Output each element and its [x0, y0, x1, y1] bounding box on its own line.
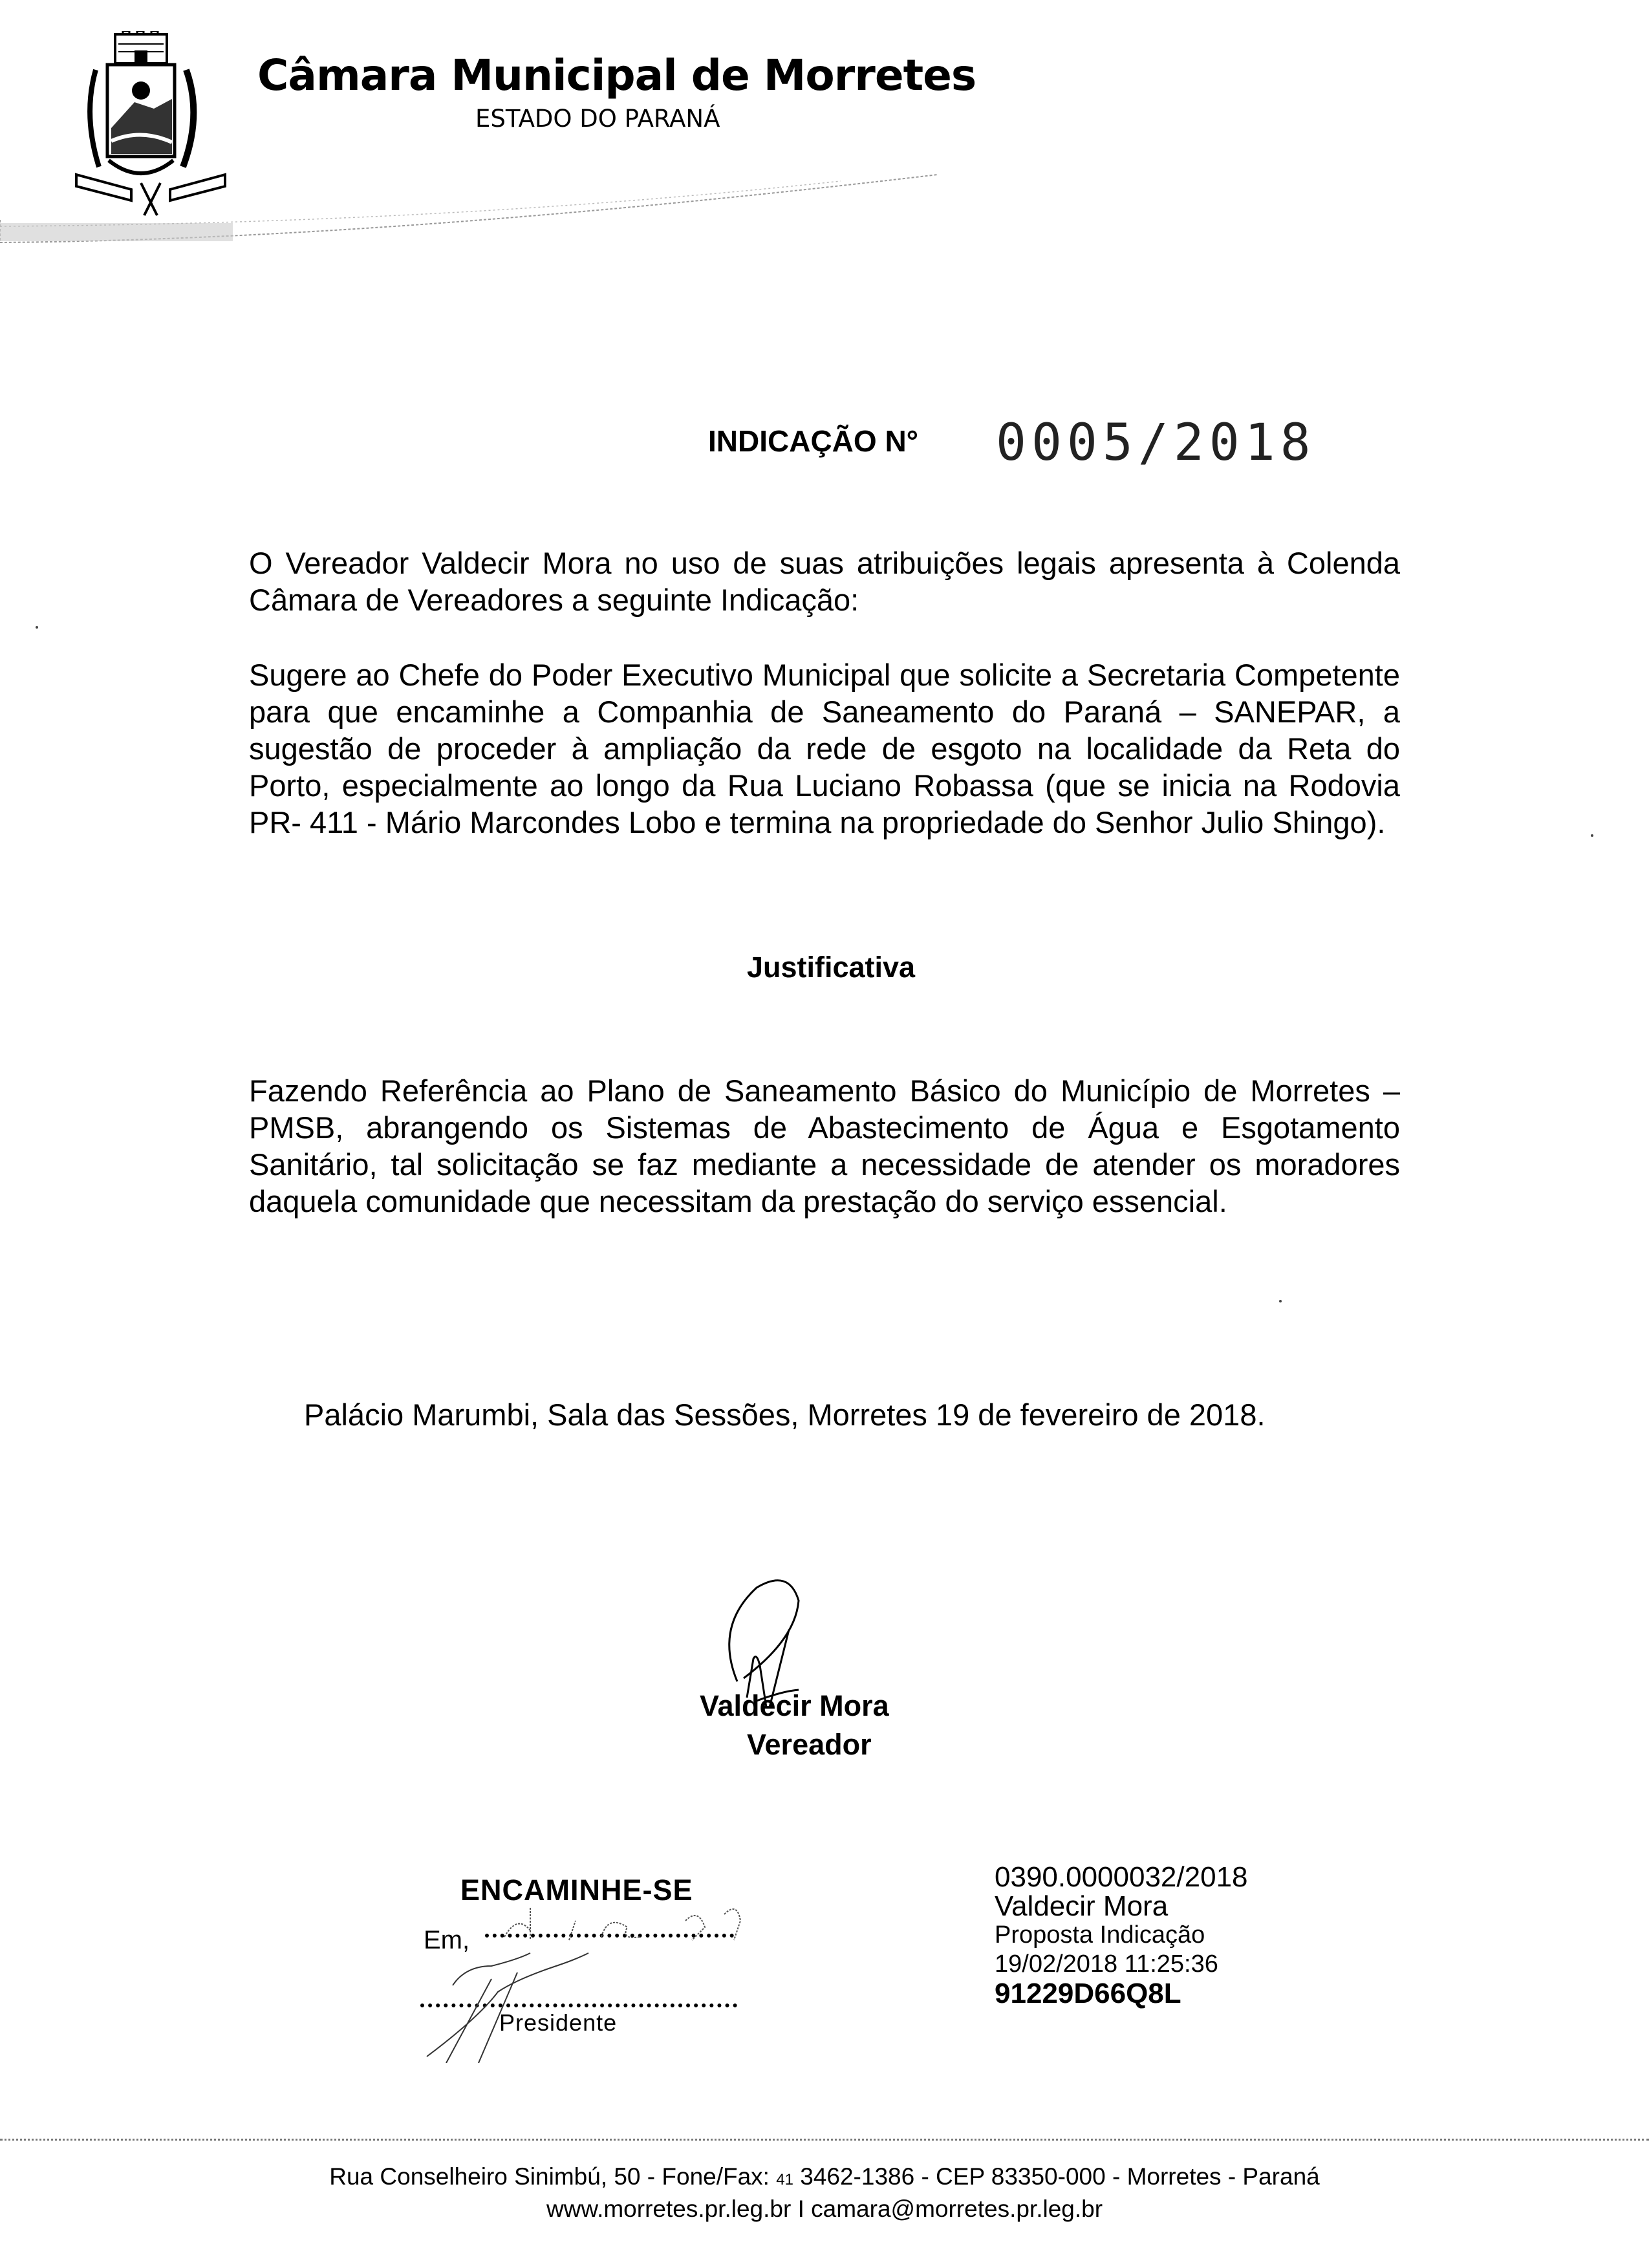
stamp-date-prefix: Em, — [424, 1926, 470, 1954]
protocol-author: Valdecir Mora — [995, 1890, 1169, 1922]
place-date-line: Palácio Marumbi, Sala das Sessões, Morretes 19 de fevereiro de 2018. — [304, 1398, 1266, 1432]
scan-speck — [1591, 834, 1593, 837]
request-paragraph: Sugere ao Chefe do Poder Executivo Municipal que solicite a Secretaria Competente para que encaminhe a Companhia de Saneamento do Paraná – SANEPAR, a sugestão de proceder à ampliação da rede de esgoto na localidade da Reta do Porto, especialmente ao longo da Rua Luciano Robassa (que se inicia na Rodovia PR- 411 - Mário Marcondes Lobo e termina na propriedade do Senhor Julio Shingo). — [249, 658, 1400, 839]
protocol-timestamp: 19/02/2018 11:25:36 — [995, 1950, 1218, 1978]
footer-area-code: 41 — [776, 2171, 793, 2188]
footer-address-rest: 3462-1386 - CEP 83350-000 - Morretes - Paraná — [793, 2163, 1320, 2190]
footer-divider — [0, 2139, 1649, 2141]
footer-address — [0, 2163, 1649, 2190]
scan-speck — [1279, 1300, 1282, 1302]
footer-separator: I — [797, 2196, 804, 2222]
protocol-number: 0390.0000032/2018 — [995, 1861, 1248, 1893]
institution-title: Câmara Municipal de Morretes — [257, 50, 976, 100]
signer-role: Vereador — [747, 1728, 872, 1761]
stamp-role: Presidente — [499, 2009, 618, 2036]
scan-speck — [36, 626, 38, 629]
institution-subtitle: ESTADO DO PARANÁ — [475, 105, 720, 133]
justification-paragraph: Fazendo Referência ao Plano de Saneamento Básico do Município de Morretes – PMSB, abrangendo os Sistemas de Abastecimento de Água e Esgotamento Sanitário, tal solicitação se faz mediante a necessidade de atender os moradores daquela comunidade que necessitam da prestação do serviço essencial. — [249, 1074, 1400, 1218]
stamp-title: ENCAMINHE-SE — [460, 1874, 693, 1906]
protocol-code: 91229D66Q8L — [995, 1978, 1181, 2009]
indicacao-number: 0005/2018 — [996, 414, 1316, 472]
footer-contacts — [0, 2196, 1649, 2223]
indicacao-label: INDICAÇÃO N° — [708, 424, 919, 458]
intro-paragraph: O Vereador Valdecir Mora no uso de suas atribuições legais apresenta à Colenda Câmara de Vereadores a seguinte Indicação: — [249, 546, 1400, 617]
protocol-type: Proposta Indicação — [995, 1921, 1205, 1949]
protocol-label — [995, 1863, 1248, 2008]
footer-website-link[interactable]: www.morretes.pr.leg.br — [546, 2196, 792, 2222]
justification-heading: Justificativa — [746, 951, 916, 984]
footer-email-link[interactable]: camara@morretes.pr.leg.br — [811, 2196, 1103, 2222]
footer-address-part: Rua Conselheiro Sinimbú, 50 - Fone/Fax: — [329, 2163, 777, 2190]
signer-name: Valdecir Mora — [700, 1689, 889, 1722]
letterhead-swoosh — [0, 162, 970, 246]
president-signature — [414, 1940, 621, 2063]
